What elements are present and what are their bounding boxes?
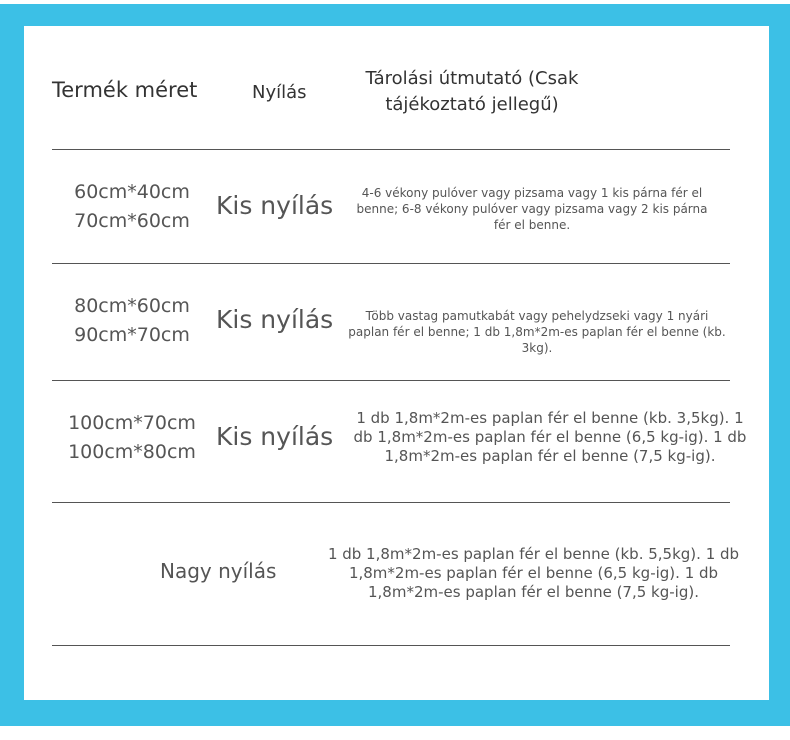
- divider: [52, 502, 730, 503]
- row-1-guide: 4-6 vékony pulóver vagy pizsama vagy 1 kis párna fér el benne; 6-8 vékony pulóver vagy pizsama vagy 2 kis párna fér el benne.: [356, 186, 708, 232]
- row-4-guide: 1 db 1,8m*2m-es paplan fér el benne (kb. 5,5kg). 1 db 1,8m*2m-es paplan fér el benne (6,5 kg-ig). 1 db 1,8m*2m-es paplan fér el benne (7,5 kg-ig).: [327, 545, 740, 601]
- size-line: 100cm*80cm: [68, 441, 196, 463]
- divider: [52, 380, 730, 381]
- size-line: 70cm*60cm: [74, 210, 190, 232]
- row-1-opening: Kis nyílás: [216, 191, 334, 220]
- size-line: 90cm*70cm: [74, 324, 190, 346]
- row-2-size: [52, 292, 212, 350]
- row-3-size: [52, 409, 212, 467]
- row-3-guide: 1 db 1,8m*2m-es paplan fér el benne (kb. 3,5kg). 1 db 1,8m*2m-es paplan fér el benne (6,5 kg-ig). 1 db 1,8m*2m-es paplan fér el benne (7,5 kg-ig).: [353, 409, 747, 465]
- divider: [52, 645, 730, 646]
- blue-frame: [0, 4, 790, 726]
- size-line: 100cm*70cm: [68, 412, 196, 434]
- divider: [52, 263, 730, 264]
- row-2-guide: Több vastag pamutkabát vagy pehelydzseki vagy 1 nyári paplan fér el benne; 1 db 1,8m*2m-es paplan fér el benne (kb. 3kg).: [348, 309, 726, 355]
- header-opening: Nyílás: [252, 82, 307, 103]
- row-3-opening: Kis nyílás: [216, 422, 334, 451]
- row-2-opening: Kis nyílás: [216, 305, 334, 334]
- divider: [52, 149, 730, 150]
- row-4-opening: Nagy nyílás: [160, 559, 277, 583]
- size-line: 60cm*40cm: [74, 181, 190, 203]
- size-line: 80cm*60cm: [74, 295, 190, 317]
- header-product-size: Termék méret: [52, 78, 198, 102]
- size-table-panel: [24, 26, 769, 700]
- header-storage-guide: Tárolási útmutató (Csak tájékoztató jellegű): [365, 68, 579, 115]
- row-1-size: [52, 178, 212, 236]
